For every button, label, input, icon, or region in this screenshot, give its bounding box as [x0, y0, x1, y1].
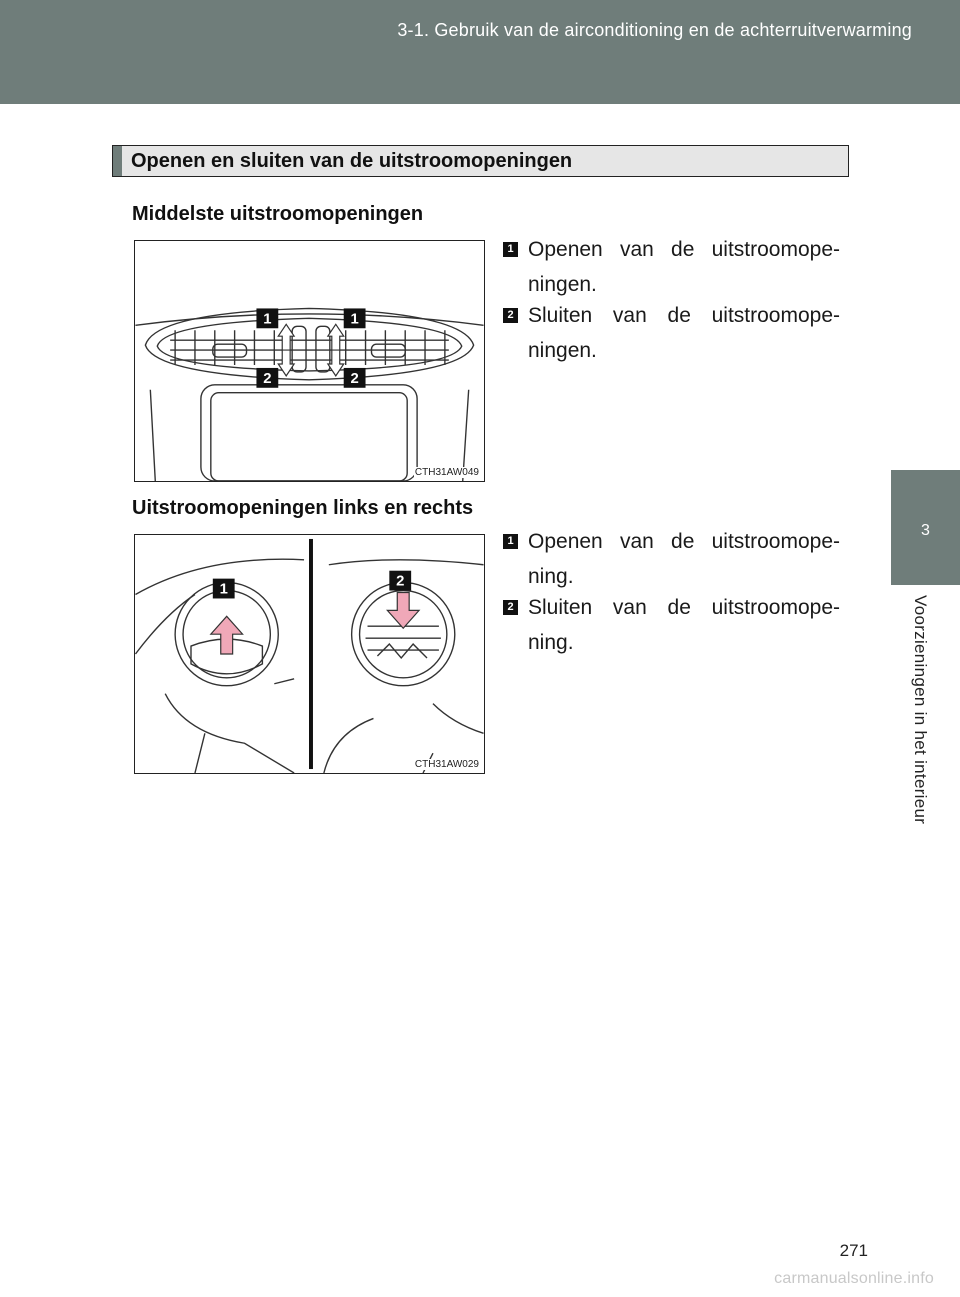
middle-vents-item-close: [503, 298, 840, 368]
callout-open: 1: [219, 581, 228, 598]
side-vents-drawing: [135, 535, 484, 773]
item-text: Openen van de uitstroomope-ningen.: [528, 238, 840, 296]
figure-code: CTH31AW029: [414, 759, 479, 770]
side-vents-item-open: [503, 524, 840, 594]
side-vents-item-close: [503, 590, 840, 660]
middle-vents-heading: Middelste uitstroomopeningen: [132, 203, 424, 225]
item-text: Openen van de uitstroomope-ning.: [528, 530, 840, 588]
item-badge: 2: [503, 308, 518, 323]
section-title: Openen en sluiten van de uitstroomopeningen: [131, 150, 573, 172]
section-heading-bar: [112, 145, 849, 177]
chapter-number: 3: [921, 522, 930, 539]
callout-close-left: 2: [263, 370, 272, 387]
item-text: Sluiten van de uitstroomope-ning.: [528, 596, 840, 654]
page-number: 271: [839, 1241, 868, 1260]
item-badge: 1: [503, 242, 518, 257]
side-vents-heading: Uitstroomopeningen links en rechts: [132, 497, 474, 519]
callout-close: 2: [396, 573, 405, 590]
middle-vents-illustration: [134, 240, 485, 482]
item-badge: 1: [503, 534, 518, 549]
chapter-tab: [891, 470, 960, 585]
callout-open-right: 1: [350, 311, 359, 328]
item-badge: 2: [503, 600, 518, 615]
middle-vents-callouts: [256, 308, 365, 387]
middle-vents-item-open: [503, 232, 840, 302]
side-vents-illustration: [134, 534, 485, 774]
figure-code: CTH31AW049: [414, 467, 479, 478]
chapter-title: 3-1. Gebruik van de airconditioning en de achterruitverwarming: [397, 20, 912, 40]
callout-open-left: 1: [263, 311, 272, 328]
page-header: [0, 0, 960, 104]
callout-close-right: 2: [350, 370, 359, 387]
item-text: Sluiten van de uitstroomope-ningen.: [528, 304, 840, 362]
watermark: carmanualsonline.info: [774, 1270, 934, 1287]
middle-vents-drawing: [135, 241, 484, 481]
chapter-side-label: Voorzieningen in het interieur: [911, 595, 930, 825]
